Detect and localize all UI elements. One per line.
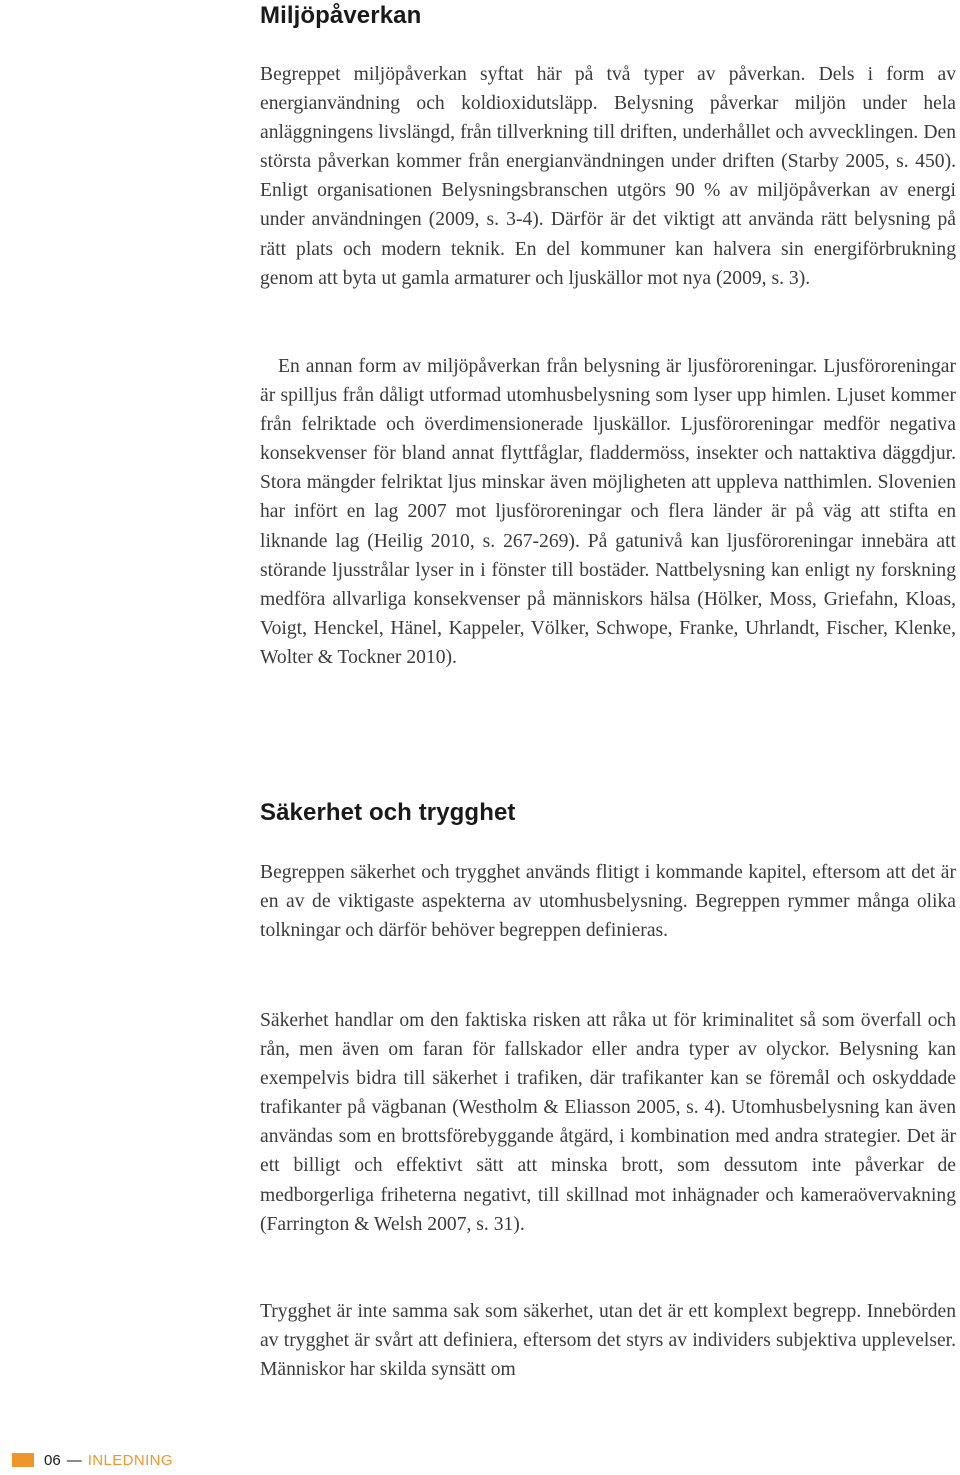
section-heading-sakerhet: Säkerhet och trygghet bbox=[260, 799, 516, 826]
footer-accent-square bbox=[12, 1453, 34, 1467]
section-heading-miljopaverkan: Miljöpåverkan bbox=[260, 2, 422, 29]
paragraph-miljo-2: En annan form av miljöpåverkan från belysning är ljusföroreningar. Ljusföroreningar är spilljus från dåligt utformad utomhusbelysning som lyser upp himlen. Ljuset kommer från felriktade och överdimensionerade ljuskällor. Ljusföroreningar medför negativa konsekvenser för bland annat flyttfåglar, fladdermöss, insekter och nattaktiva däggdjur. Stora mängder felriktat ljus minskar även möjligheten att uppleva natthimlen. Slovenien har infört en lag 2007 mot ljusföroreningar och flera länder är på väg att stifta en liknande lag (Heilig 2010, s. 267-269). På gatunivå kan ljusföroreningar innebära att störande ljusstrålar lyser in i fönster till bostäder. Nattbelysning kan enligt ny forskning medföra allvarliga konsekvenser på människors hälsa (Hölker, Moss, Griefahn, Kloas, Voigt, Henckel, Hänel, Kappeler, Völker, Schwope, Franke, Uhrlandt, Fischer, Klenke, Wolter & Tockner 2010). bbox=[260, 356, 956, 668]
page-footer bbox=[12, 1452, 173, 1468]
paragraph-miljo-1: Begreppet miljöpåverkan syftat här på två typer av påverkan. Dels i form av energianvändning och koldioxidutsläpp. Belysning påverkar miljön under hela anläggningens livslängd, från tillverkning till driften, underhållet och avvecklingen. Den största påverkan kommer från energianvändningen under driften (Starby 2005, s. 450). Enligt organisationen Belysningsbranschen utgörs 90 % av miljöpåverkan av energi under användningen (2009, s. 3-4). Därför är det viktigt att använda rätt belysning på rätt plats och modern teknik. En del kommuner kan halvera sin energiförbrukning genom att byta ut gamla armaturer och ljuskällor mot nya (2009, s. 3). bbox=[260, 64, 956, 289]
paragraph-sakerhet-2: Säkerhet handlar om den faktiska risken att råka ut för kriminalitet så som överfall och rån, men även om faran för fallskador eller andra typer av olyckor. Belysning kan exempelvis bidra till säkerhet i trafiken, där trafikanter kan se föremål och oskyddade trafikanter på vägbanan (Westholm & Eliasson 2005, s. 4). Utomhusbelysning kan även användas som en brottsförebyggande åtgärd, i kombination med andra strategier. Det är ett billigt och effektivt sätt att minska brott, som dessutom inte påverkar de medborgerliga friheterna negativt, till skillnad mot inhägnader och kameraövervakning (Farrington & Welsh 2007, s. 31). bbox=[260, 1010, 956, 1235]
paragraph-sakerhet-3: Trygghet är inte samma sak som säkerhet, utan det är ett komplext begrepp. Innebörden av trygghet är svårt att definiera, eftersom det styrs av individers subjektiva upplevelser. Människor har skilda synsätt om bbox=[260, 1301, 956, 1381]
paragraph-sakerhet-1: Begreppen säkerhet och trygghet används flitigt i kommande kapitel, eftersom att det är en av de viktigaste aspekterna av utomhusbelysning. Begreppen rymmer många olika tolkningar och därför behöver begreppen definieras. bbox=[260, 862, 956, 942]
footer-dash: — bbox=[66, 1451, 82, 1469]
footer-section-label: INLEDNING bbox=[87, 1451, 173, 1469]
page-number: 06 bbox=[44, 1451, 61, 1469]
